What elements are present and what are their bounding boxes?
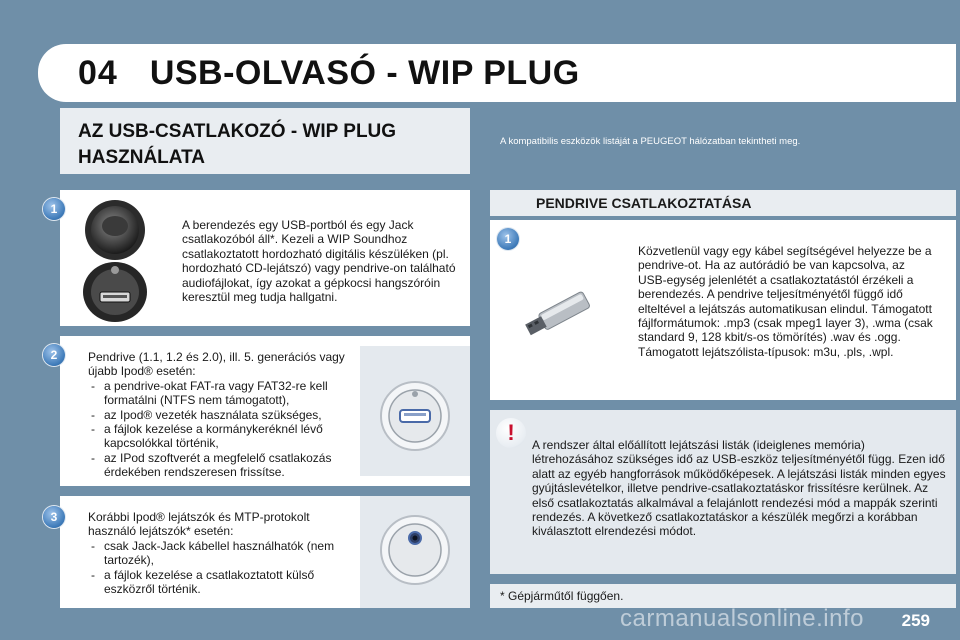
list-item: - a pendrive-okat FAT-ra vagy FAT32-re kell formatálni (NTFS nem támogatott), — [88, 379, 350, 408]
list-item: - az Ipod® vezeték használata szükséges, — [88, 408, 350, 422]
list-item: - a fájlok kezelése a kormánykeréknél lévő kapcsolókkal történik, — [88, 422, 350, 451]
jack-port-illustration — [360, 496, 470, 608]
jack-port-icon — [360, 496, 470, 608]
section-title-line2: HASZNÁLATA — [78, 147, 205, 168]
block-2-intro: Pendrive (1.1, 1.2 és 2.0), ill. 5. generációs vagy újabb Ipod® esetén: — [88, 350, 345, 379]
block-3 — [60, 496, 470, 608]
warning-icon: ! — [496, 418, 526, 448]
pendrive-block — [490, 220, 956, 400]
chapter-header — [38, 44, 956, 102]
step-badge-1: 1 — [43, 198, 65, 220]
block-3-body — [88, 510, 350, 596]
watermark: carmanualsonline.info — [620, 605, 864, 632]
warning-text: A rendszer által előállított lejátszási listák (ideiglenes memória) létrehozásához szükséges idő az USB-eszköz teljesítményétől függ. Ezen idő alatt az egyéb hangforrások működőképesek. A lejátszási listák minden egyes gyújtáslevételkor, illetve pendrive-csatlakoztatáskor frissítésre kerülnek. Az első csatlakoztatás alkalmával a felajánlott rendezési mód a mappák szerinti rendezés. A következő csatlakoztatáskor a készülék megőrzi a korábban kiválasztott elrendezési módot. — [532, 438, 946, 539]
block-1 — [60, 190, 470, 326]
usb-jack-socket-icon — [80, 196, 150, 322]
page-number: 259 — [901, 611, 930, 630]
pendrive-text: Közvetlenül vagy egy kábel segítségével helyezze be a pendrive-ot. Ha az autórádió be van kapcsolva, az USB-egység jelenlétét a csatlakoztatástól érzékeli a berendezés. A pendrive teljesítményétől függő idő elteltével a lejátszás automatikusan elindul. Támogatott fájlformátumok: .mp3 (csak mpeg1 layer 3), .wma (csak standard 9, 128 kbit/s-os tömörítés) .wav és .ogg. Támogatott lejátszólista-típusok: m3u, .pls, .wpl. — [638, 244, 933, 359]
step-badge-pendrive: 1 — [497, 228, 519, 250]
pendrive-heading — [490, 190, 956, 216]
block-2-body — [88, 350, 350, 480]
block-1-text: A berendezés egy USB-portból és egy Jack csatlakozóból áll*. Kezeli a WIP Soundhoz csatlakoztatott hordozható digitális készüléken (pl. hordozható CD-lejátszó) vagy pendrive-on található audiofájlokat, így azokat a gépkocsi hangszóróin keresztül meg tudja hallgatni. — [182, 218, 456, 305]
section-heading — [60, 108, 470, 174]
step-badge-3: 3 — [43, 506, 65, 528]
chapter-number: 04 — [78, 53, 118, 92]
block-2 — [60, 336, 470, 486]
list-item: - csak Jack-Jack kábellel használhatók (nem tartozék), — [88, 539, 350, 568]
usb-port-icon — [360, 346, 470, 476]
compat-note-panel — [470, 108, 956, 174]
compat-note: A kompatibilis eszközök listáját a PEUGEOT hálózatban tekintheti meg. — [500, 136, 801, 147]
pendrive-title: PENDRIVE CSATLAKOZTATÁSA — [536, 195, 752, 211]
warning-block — [490, 410, 956, 574]
list-item: - a fájlok kezelése a csatlakoztatott külső eszközről történik. — [88, 568, 350, 597]
chapter-title: USB-OLVASÓ - WIP PLUG — [149, 53, 580, 92]
usb-port-illustration — [360, 346, 470, 476]
list-item: - az IPod szoftverét a megfelelő csatlakozás érdekében rendszeresen frissítse. — [88, 451, 350, 480]
section-title-line1: AZ USB-CSATLAKOZÓ - WIP PLUG — [78, 121, 397, 142]
block-3-intro: Korábbi Ipod® lejátszók és MTP-protokolt használó lejátszók* esetén: — [88, 510, 310, 539]
usb-stick-icon — [522, 288, 602, 338]
step-badge-2: 2 — [43, 344, 65, 366]
footnote: * Gépjárműtől függően. — [500, 589, 624, 603]
